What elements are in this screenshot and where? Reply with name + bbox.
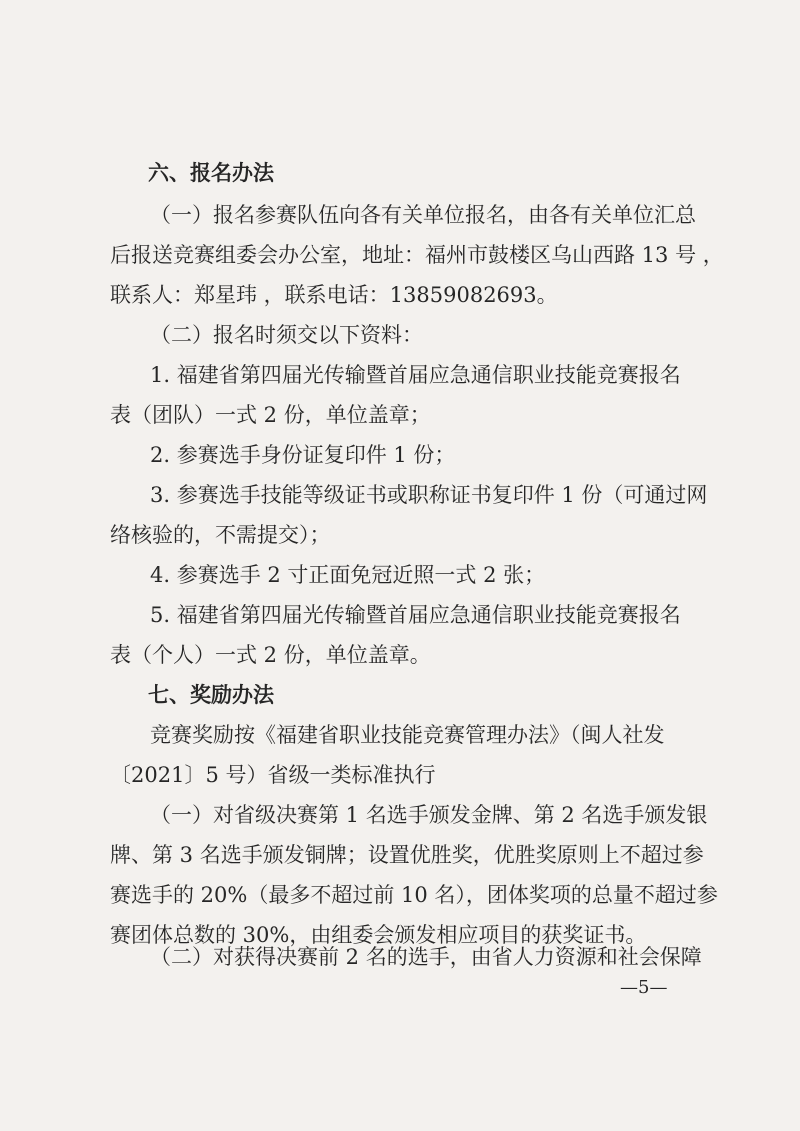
section-heading-awards: 七、奖励办法 bbox=[148, 683, 274, 707]
paragraph-line: 络核验的，不需提交）； bbox=[110, 523, 331, 547]
paragraph-line: 5. 福建省第四届光传输暨首届应急通信职业技能竞赛报名 bbox=[150, 603, 681, 627]
paragraph-line: 牌、第 3 名选手颁发铜牌；设置优胜奖，优胜奖原则上不超过参 bbox=[110, 843, 704, 867]
paragraph-line: 赛团体总数的 30%，由组委会颁发相应项目的获奖证书。 bbox=[110, 923, 647, 947]
paragraph-line: 2. 参赛选手身份证复印件 1 份； bbox=[150, 443, 456, 467]
paragraph-line: 1. 福建省第四届光传输暨首届应急通信职业技能竞赛报名 bbox=[150, 363, 681, 387]
paragraph-line: （二）对获得决赛前 2 名的选手，由省人力资源和社会保障 bbox=[150, 945, 702, 969]
page-number: —5— bbox=[620, 977, 668, 998]
paragraph-line: 4. 参赛选手 2 寸正面免冠近照一式 2 张； bbox=[150, 563, 546, 587]
paragraph-line: （一）对省级决赛第 1 名选手颁发金牌、第 2 名选手颁发银 bbox=[150, 803, 708, 827]
paragraph-line: （二）报名时须交以下资料： bbox=[150, 323, 423, 347]
paragraph-line: （一）报名参赛队伍向各有关单位报名，由各有关单位汇总 bbox=[150, 203, 696, 227]
paragraph-line: 赛选手的 20%（最多不超过前 10 名），团体奖项的总量不超过参 bbox=[110, 883, 718, 907]
paragraph-line: 竞赛奖励按《福建省职业技能竞赛管理办法》（闽人社发 bbox=[150, 723, 665, 747]
section-heading-registration: 六、报名办法 bbox=[148, 161, 274, 185]
paragraph-line: 表（团队）一式 2 份，单位盖章； bbox=[110, 403, 431, 427]
paragraph-line: 联系人：郑星玮 ，联系电话：13859082693。 bbox=[110, 283, 558, 307]
paragraph-line: 3. 参赛选手技能等级证书或职称证书复印件 1 份（可通过网 bbox=[150, 483, 708, 507]
paragraph-line: 〔2021〕5 号）省级一类标准执行 bbox=[110, 763, 436, 787]
paragraph-line: 后报送竞赛组委会办公室，地址：福州市鼓楼区乌山西路 13 号 ， bbox=[110, 243, 724, 267]
paragraph-line: 表（个人）一式 2 份，单位盖章。 bbox=[110, 643, 431, 667]
